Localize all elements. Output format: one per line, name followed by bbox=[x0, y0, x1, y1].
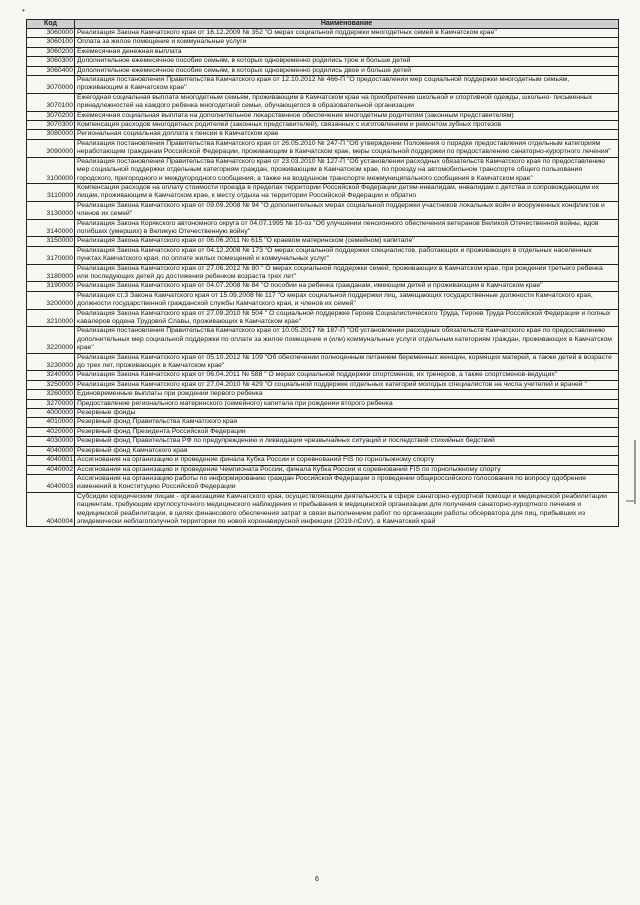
table-row bbox=[27, 76, 619, 94]
row-name: Реализация Закона Камчатского края от 27.06.2012 № 80 " О мерах социальной поддержки семей, проживающих в Камчатском крае, при рождении третьего ребенка или последующих детей до достижения ребенком возраста трех лет" bbox=[75, 264, 619, 282]
row-name: Реализация постановления Правительства Камчатского края от 26.05.2010 № 247-П "Об утверждении Положения о порядке предоставления отдельным категориям неработающим гражданам Российской Федерации, проживающим в Камчатском крае, меры социальной поддержки по предоставлению санаторно-курортного лечения" bbox=[75, 139, 619, 157]
table-row bbox=[27, 246, 619, 264]
row-code: 3100000 bbox=[27, 157, 75, 183]
row-code: 3220000 bbox=[27, 327, 75, 353]
table-row bbox=[27, 130, 619, 139]
row-name: Реализация постановления Правительства Камчатского края от 23.03.2010 № 127-П "Об установлении расходных обязательств Камчатского края по предоставлению мер социальной поддержки отдельным категориям граждан, проживающим в Камчатском крае, по проезду на автомобильном транспорте общего пользования городского, пригородного и междугородного сообщения, а также на воздушном транспорте межмуниципального сообщения в Камчатском крае" bbox=[75, 157, 619, 183]
table-row bbox=[27, 237, 619, 246]
row-name: Ассигнования на организацию и проведение Чемпионата России, финала Кубка России и соревнований FIS по горнолыжному спорту bbox=[75, 465, 619, 474]
table-row bbox=[27, 427, 619, 436]
table-row bbox=[27, 219, 619, 237]
budget-codes-table bbox=[26, 19, 619, 527]
table-row bbox=[27, 282, 619, 291]
row-code: 3070300 bbox=[27, 121, 75, 130]
table-row bbox=[27, 183, 619, 201]
row-code: 4010000 bbox=[27, 418, 75, 427]
row-code: 3170000 bbox=[27, 246, 75, 264]
row-name: Реализация Закона Камчатского края от 16.12.2009 № 352 "О мерах социальной поддержки многодетных семей в Камчатском крае" bbox=[75, 29, 619, 38]
table-row bbox=[27, 456, 619, 465]
scan-edge-tick bbox=[626, 500, 634, 502]
row-code: 4040004 bbox=[27, 492, 75, 527]
row-code: 3180000 bbox=[27, 264, 75, 282]
row-code: 3260000 bbox=[27, 390, 75, 399]
row-name: Компенсация расходов на оплату стоимости проезда в пределах территории Российской Федерации детям-инвалидам, инвалидам с детства и сопровождающим их лицам, проживающим в Камчатском крае, к месту отдыха на территории Российской Федерации и обратно bbox=[75, 183, 619, 201]
table-row bbox=[27, 309, 619, 327]
row-code: 3190000 bbox=[27, 282, 75, 291]
table-row bbox=[27, 327, 619, 353]
table-row bbox=[27, 66, 619, 75]
table-row bbox=[27, 111, 619, 120]
row-name: Ежемесячная социальная выплата на дополнительное лекарственное обеспечение многодетным родителям (законным представителям) bbox=[75, 111, 619, 120]
row-code: 3150000 bbox=[27, 237, 75, 246]
header-code: Код bbox=[27, 20, 75, 29]
table-row bbox=[27, 409, 619, 418]
row-code: 3060300 bbox=[27, 57, 75, 66]
row-code: 3140000 bbox=[27, 219, 75, 237]
table-row bbox=[27, 371, 619, 380]
row-code: 3070100 bbox=[27, 93, 75, 111]
row-code: 3240000 bbox=[27, 371, 75, 380]
row-name: Региональная социальная доплата к пенсии в Камчатском крае bbox=[75, 130, 619, 139]
page-number: 6 bbox=[315, 876, 319, 883]
row-name: Реализация Закона Камчатского края от 09.09.2008 № 94 "О дополнительных мерах социальной поддержки участников локальных войн и вооруженных конфликтов и членов их семей" bbox=[75, 201, 619, 219]
row-code: 4040002 bbox=[27, 465, 75, 474]
row-name: Реализация ст.3 Закона Камчатского края от 15.09.2008 № 117 "О мерах социальной поддержки лиц, замещающих государственные должности Камчатского края, должности государственной гражданской службы Камчатского края, и членов их семей" bbox=[75, 291, 619, 309]
row-name: Оплата за жилое помещение и коммунальные услуги bbox=[75, 38, 619, 47]
row-name: Реализация Закона Корякского автономного округа от 04.07.1995 № 10-оз "Об улучшении пенсионного обеспечения ветеранов Великой Отечественной войны, вдов погибших (умерших) в Великую Отечественную войну" bbox=[75, 219, 619, 237]
table-row bbox=[27, 57, 619, 66]
table-row bbox=[27, 201, 619, 219]
table-row bbox=[27, 29, 619, 38]
row-code: 3060100 bbox=[27, 38, 75, 47]
row-name: Компенсация расходов многодетных родителей (законных представителей), связанных с изготовлением и ремонтом зубных протезов bbox=[75, 121, 619, 130]
row-name: Реализация Закона Камчатского края от 04.07.2008 № 84 "О пособии на ребенка гражданам, имеющим детей и проживающим в Камчатском крае" bbox=[75, 282, 619, 291]
row-name: Реализация Закона Камчатского края от 06.04.2011 № 588 " О мерах социальной поддержки спортсменов, их тренеров, а также спортсменов-ведущих" bbox=[75, 371, 619, 380]
row-code: 3110000 bbox=[27, 183, 75, 201]
table-row bbox=[27, 390, 619, 399]
row-name: Резервный фонд Правительства Камчатского края bbox=[75, 418, 619, 427]
row-name: Ежегодная социальная выплата многодетным семьям, проживающим в Камчатском крае на приобретение школьной и спортивной одежды, школьно- письменных принадлежностей на каждого ребенка многодетной семьи, обучающегося в образовательной организации bbox=[75, 93, 619, 111]
row-code: 4000000 bbox=[27, 409, 75, 418]
row-name: Реализация постановления Правительства Камчатского края от 12.10.2012 № 466-П "О предоставлении мер социальной поддержки многодетным семьям, проживающим в Камчатском крае" bbox=[75, 76, 619, 94]
row-name: Ежемесячная денежная выплата bbox=[75, 47, 619, 56]
row-name: Дополнительное ежемесячное пособие семьям, в которых одновременно родились двое и больше детей bbox=[75, 66, 619, 75]
table-row bbox=[27, 38, 619, 47]
row-name: Реализация Закона Камчатского края от 05.10.2012 № 109 "Об обеспечении полноценным питанием беременных женщин, кормящих матерей, а также детей в возрасте до трех лет, проживающих в Камчатском крае" bbox=[75, 353, 619, 371]
table-body bbox=[27, 29, 619, 527]
table-row bbox=[27, 93, 619, 111]
table-row bbox=[27, 380, 619, 389]
row-code: 3060400 bbox=[27, 66, 75, 75]
row-code: 3070200 bbox=[27, 111, 75, 120]
row-code: 3230000 bbox=[27, 353, 75, 371]
row-code: 3080000 bbox=[27, 130, 75, 139]
row-code: 3060000 bbox=[27, 29, 75, 38]
table-row bbox=[27, 446, 619, 455]
table-row bbox=[27, 121, 619, 130]
row-name: Резервный фонд Правительства РФ по предупреждению и ликвидации чрезвычайных ситуаций и последствий стихийных бедствий bbox=[75, 437, 619, 446]
row-name: Предоставление регионального материнского (семейного) капитала при рождении второго ребенка bbox=[75, 399, 619, 408]
row-code: 3250000 bbox=[27, 380, 75, 389]
table-row bbox=[27, 474, 619, 492]
row-name: Реализация Закона Камчатского края от 27.04.2010 № 429 "О социальной поддержке отдельных категорий молодых специалистов на числа учителей и врачей " bbox=[75, 380, 619, 389]
row-name: Ассигнования на организацию и проведение финала Кубка России и соревнований FIS по горнолыжному спорту bbox=[75, 456, 619, 465]
header-name: Наименование bbox=[75, 20, 619, 29]
table-row bbox=[27, 437, 619, 446]
row-code: 3070000 bbox=[27, 76, 75, 94]
row-name: Реализация Закона Камчатского края от 06.06.2011 № 615 "О краевом материнском (семейном) капитале" bbox=[75, 237, 619, 246]
row-name: Резервный фонд Камчатского края bbox=[75, 446, 619, 455]
row-code: 3200000 bbox=[27, 291, 75, 309]
row-name: Единовременные выплаты при рождении первого ребенка bbox=[75, 390, 619, 399]
row-name: Субсидии юридическим лицам - организациям Камчатского края, осуществляющим деятельность в сфере санаторно-курортной помощи и медицинской реабилитации пациентам, требующим круглосуточного медицинского наблюдения и пребывания в медицинской организации для получения санаторно-курортного лечения и медицинской реабилитации, в целях финансового обеспечения затрат в связи выполнением работ по организации работы обсерватора для лиц, прибывших из эпидемически неблагополучной территории по новой коронавирусной инфекции (2019-nCoV), в Камчатский край bbox=[75, 492, 619, 527]
row-code: 4040003 bbox=[27, 474, 75, 492]
table-row bbox=[27, 139, 619, 157]
row-code: 4030000 bbox=[27, 437, 75, 446]
row-name: Резервный фонд Президента Российской Федерации bbox=[75, 427, 619, 436]
row-name: Резервные фонды bbox=[75, 409, 619, 418]
row-code: 3210000 bbox=[27, 309, 75, 327]
table-row bbox=[27, 157, 619, 183]
table-row bbox=[27, 465, 619, 474]
table-row bbox=[27, 353, 619, 371]
row-code: 3090000 bbox=[27, 139, 75, 157]
table-row bbox=[27, 418, 619, 427]
row-code: 3130000 bbox=[27, 201, 75, 219]
row-code: 4040001 bbox=[27, 456, 75, 465]
table-header-row bbox=[27, 20, 619, 29]
scan-edge-line bbox=[634, 440, 636, 504]
row-code: 3270000 bbox=[27, 399, 75, 408]
row-name: Дополнительное ежемесячное пособие семьям, в которых одновременно родились трое и больше детей bbox=[75, 57, 619, 66]
row-name: Реализация Закона Камчатского края от 27.09.2010 № 504 " О социальной поддержке Героев Социалистического Труда, Героев Труда Российской Федерации и полных кавалеров ордена Трудовой Славы, проживающих в Камчатском крае" bbox=[75, 309, 619, 327]
row-code: 3060200 bbox=[27, 47, 75, 56]
table-row bbox=[27, 47, 619, 56]
table-row bbox=[27, 264, 619, 282]
row-name: Реализация Закона Камчатского края от 04.12.2008 № 173 "О мерах социальной поддержки специалистов, работающих и проживающих в отдельных населенных пунктах Камчатского края, по оплате жилых помещений и коммунальных услуг" bbox=[75, 246, 619, 264]
row-name: Ассигнования на организацию работы по информированию граждан Российской Федерации о проведении общероссийского голосования по вопросу одобрения изменений в Конституцию Российской Федерации bbox=[75, 474, 619, 492]
row-code: 4040000 bbox=[27, 446, 75, 455]
scan-mark: • bbox=[22, 6, 25, 15]
table-row bbox=[27, 399, 619, 408]
table-row bbox=[27, 492, 619, 527]
row-name: Реализация постановления Правительства Камчатского края от 10.05.2017 № 187-П "Об установлении расходных обязательств Камчатского края по предоставлению дополнительных мер социальной поддержки по оплате за жилое помещение и (или) коммунальные услуги отдельным категориям граждан, проживающих в Камчатском крае" bbox=[75, 327, 619, 353]
table-row bbox=[27, 291, 619, 309]
row-code: 4020000 bbox=[27, 427, 75, 436]
